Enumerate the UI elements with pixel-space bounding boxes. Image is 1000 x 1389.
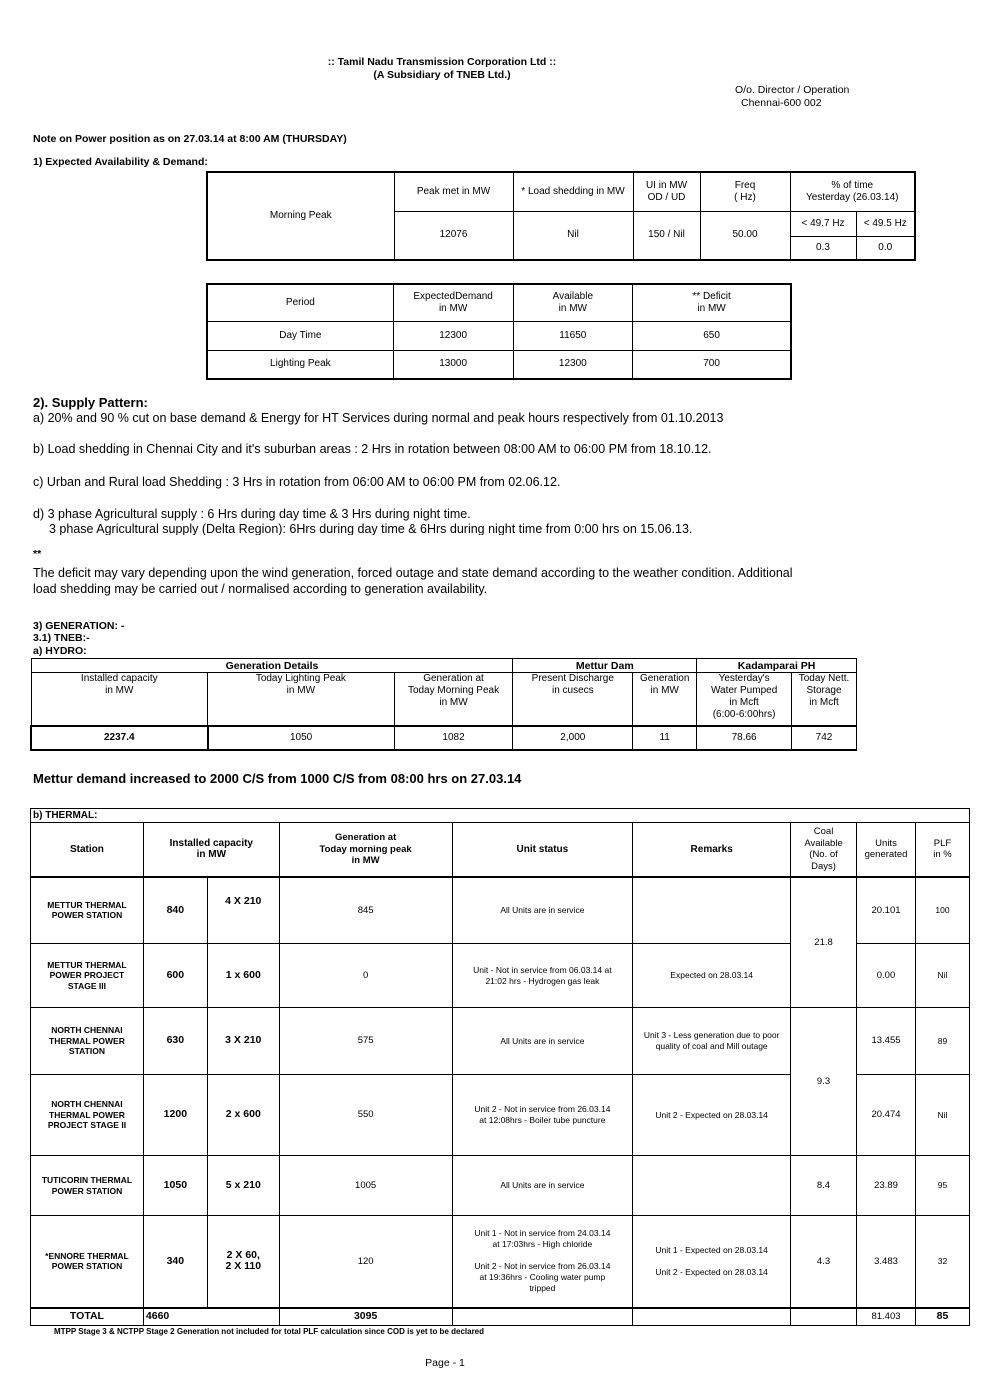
gen-cell: 0 xyxy=(279,944,452,1008)
h-pct: % of time Yesterday (26.03.14) xyxy=(790,172,915,211)
v-lt497: 0.3 xyxy=(790,236,856,260)
mw-cell: 1200 xyxy=(143,1075,207,1156)
supply-b: b) Load shedding in Chennai City and it's suburban areas : 2 Hrs in rotation between 08:00 AM to 06:00 PM from 18.10.12. xyxy=(33,442,712,456)
h-unit-status: Unit status xyxy=(452,823,633,877)
gen-cell: 550 xyxy=(279,1075,452,1156)
station-cell: METTUR THERMAL POWER STATION xyxy=(31,877,144,944)
mettur-note: Mettur demand increased to 2000 C/S from 1000 C/S from 08:00 hrs on 27.03.14 xyxy=(33,771,522,786)
org-subsidiary: (A Subsidiary of TNEB Ltd.) xyxy=(373,69,511,81)
demand-cell: 13000 xyxy=(393,350,513,379)
available-cell: 12300 xyxy=(513,350,633,379)
hydro-table xyxy=(30,658,857,751)
gen-cell: 120 xyxy=(279,1216,452,1308)
v-freq: 50.00 xyxy=(700,211,790,260)
table-row xyxy=(31,1156,970,1216)
plf-cell: 100 xyxy=(915,877,969,944)
coal-cell: 8.4 xyxy=(791,1156,857,1216)
remarks-cell: Unit 2 - Expected on 28.03.14 xyxy=(633,1075,791,1156)
v-installed: 2237.4 xyxy=(31,726,208,750)
h-lt497: < 49.7 Hz xyxy=(790,211,856,236)
tneb-title: 3.1) TNEB:- xyxy=(33,632,90,644)
h-peak: Peak met in MW xyxy=(394,172,513,211)
config-cell: 2 x 600 xyxy=(207,1075,279,1156)
total-gen: 3095 xyxy=(279,1308,452,1326)
office-line-1: O/o. Director / Operation xyxy=(735,84,850,96)
plf-cell: 32 xyxy=(915,1216,969,1308)
gen-cell: 845 xyxy=(279,877,452,944)
total-blank xyxy=(207,1308,279,1326)
v-peak: 12076 xyxy=(394,211,513,260)
h-load: * Load shedding in MW xyxy=(513,172,633,211)
plf-cell: 89 xyxy=(915,1008,969,1075)
config-cell: 2 X 60, 2 X 110 xyxy=(207,1216,279,1308)
page-label: Page - 1 xyxy=(425,1357,465,1369)
table-row xyxy=(31,877,970,944)
note-title: Note on Power position as on 27.03.14 at 8:00 AM (THURSDAY) xyxy=(33,133,347,145)
h-morning: Generation at Today Morning Peak in MW xyxy=(394,673,513,726)
status-cell: Unit 2 - Not in service from 26.03.14 at 12:08hrs - Boiler tube puncture xyxy=(452,1075,633,1156)
coal-cell: 4.3 xyxy=(791,1216,857,1308)
h-units: Units generated xyxy=(857,823,916,877)
h-remarks: Remarks xyxy=(633,823,791,877)
h-period: Period xyxy=(207,284,393,321)
config-cell: 4 X 210 xyxy=(207,877,279,944)
supply-d1: d) 3 phase Agricultural supply : 6 Hrs during day time & 3 Hrs during night time. xyxy=(33,507,471,521)
v-lt495: 0.0 xyxy=(856,236,915,260)
total-blank xyxy=(633,1308,791,1326)
h-ui: UI in MW OD / UD xyxy=(633,172,700,211)
peak-table xyxy=(206,171,916,261)
stars: ** xyxy=(33,548,42,560)
remarks-cell xyxy=(633,1156,791,1216)
supply-title: 2). Supply Pattern: xyxy=(33,395,148,410)
units-cell: 20.101 xyxy=(857,877,916,944)
remarks-cell: Expected on 28.03.14 xyxy=(633,944,791,1008)
v-load: Nil xyxy=(513,211,633,260)
g-kadamparai: Kadamparai PH xyxy=(697,659,857,673)
period-cell: Lighting Peak xyxy=(207,350,393,379)
table-row xyxy=(31,1216,970,1308)
gen-cell: 1005 xyxy=(279,1156,452,1216)
section1-title: 1) Expected Availability & Demand: xyxy=(33,156,208,168)
g-details: Generation Details xyxy=(31,659,513,673)
demand-cell: 12300 xyxy=(393,321,513,350)
h-installed: Installed capacity in MW xyxy=(143,823,279,877)
units-cell: 13.455 xyxy=(857,1008,916,1075)
mw-cell: 1050 xyxy=(143,1156,207,1216)
units-cell: 23.89 xyxy=(857,1156,916,1216)
supply-a: a) 20% and 90 % cut on base demand & Energy for HT Services during normal and peak hours respectively from 01.10.2013 xyxy=(33,411,724,425)
deficit-note-2: load shedding may be carried out / normalised according to generation availability. xyxy=(33,582,488,596)
h-generation: Generation at Today morning peak in MW xyxy=(279,823,452,877)
h-demand: ExpectedDemand in MW xyxy=(393,284,513,321)
h-freq: Freq ( Hz) xyxy=(700,172,790,211)
v-pumped: 78.66 xyxy=(697,726,792,750)
mw-cell: 840 xyxy=(143,877,207,944)
mw-cell: 630 xyxy=(143,1008,207,1075)
supply-d2: 3 phase Agricultural supply (Delta Region): 6Hrs during day time & 6Hrs during night time from 0:00 hrs on 15.06.13. xyxy=(49,522,693,535)
station-cell: *ENNORE THERMAL POWER STATION xyxy=(31,1216,144,1308)
config-cell: 3 X 210 xyxy=(207,1008,279,1075)
h-lighting: Today Lighting Peak in MW xyxy=(208,673,395,726)
plf-cell: 95 xyxy=(915,1156,969,1216)
table-row xyxy=(31,726,857,750)
plf-cell: Nil xyxy=(915,944,969,1008)
units-cell: 3.483 xyxy=(857,1216,916,1308)
units-cell: 20.474 xyxy=(857,1075,916,1156)
status-cell: All Units are in service xyxy=(452,1156,633,1216)
deficit-cell: 650 xyxy=(633,321,791,350)
total-blank xyxy=(452,1308,633,1326)
remarks-cell: Unit 1 - Expected on 28.03.14 Unit 2 - Expected on 28.03.14 xyxy=(633,1216,791,1308)
h-storage: Today Nett. Storage in Mcft xyxy=(792,673,857,726)
v-lighting: 1050 xyxy=(208,726,395,750)
footnote: MTPP Stage 3 & NCTPP Stage 2 Generation not included for total PLF calculation since COD is yet to be declared xyxy=(54,1327,485,1336)
status-cell: All Units are in service xyxy=(452,1008,633,1075)
h-pumped: Yesterday's Water Pumped in Mcft (6:00-6:00hrs) xyxy=(697,673,792,726)
period-cell: Day Time xyxy=(207,321,393,350)
station-cell: NORTH CHENNAI THERMAL POWER PROJECT STAGE II xyxy=(31,1075,144,1156)
table-row xyxy=(207,321,791,350)
status-cell: Unit - Not in service from 06.03.14 at 21:02 hrs - Hydrogen gas leak xyxy=(452,944,633,1008)
status-cell: All Units are in service xyxy=(452,877,633,944)
office-line-2: Chennai-600 002 xyxy=(741,97,822,109)
total-blank xyxy=(791,1308,857,1326)
org-name: :: Tamil Nadu Transmission Corporation Ltd :: xyxy=(327,56,557,68)
deficit-cell: 700 xyxy=(633,350,791,379)
station-cell: NORTH CHENNAI THERMAL POWER STATION xyxy=(31,1008,144,1075)
supply-c: c) Urban and Rural load Shedding : 3 Hrs in rotation from 06:00 AM to 06:00 PM from 02.06.12. xyxy=(33,475,561,489)
v-morning: 1082 xyxy=(394,726,513,750)
status-cell: Unit 1 - Not in service from 24.03.14 at 17:03hrs - High chloride Unit 2 - Not in service from 26.03.14 at 19:36hrs - Cooling water pump tripped xyxy=(452,1216,633,1308)
gen-cell: 575 xyxy=(279,1008,452,1075)
h-lt495: < 49.5 Hz xyxy=(856,211,915,236)
mw-cell: 600 xyxy=(143,944,207,1008)
h-available: Available in MW xyxy=(513,284,633,321)
thermal-table xyxy=(30,808,970,1326)
plf-cell: Nil xyxy=(915,1075,969,1156)
g-mettur: Mettur Dam xyxy=(513,659,697,673)
demand-table xyxy=(206,283,792,380)
remarks-cell: Unit 3 - Less generation due to poor quality of coal and Mill outage xyxy=(633,1008,791,1075)
total-row xyxy=(31,1308,970,1326)
h-generation: Generation in MW xyxy=(633,673,697,726)
total-mw: 4660 xyxy=(143,1308,207,1326)
total-units: 81.403 xyxy=(857,1308,916,1326)
row-label: Morning Peak xyxy=(207,172,394,260)
thermal-title: b) THERMAL: xyxy=(31,809,970,823)
h-plf: PLF in % xyxy=(915,823,969,877)
available-cell: 11650 xyxy=(513,321,633,350)
table-row xyxy=(207,350,791,379)
mw-cell: 340 xyxy=(143,1216,207,1308)
h-coal: Coal Available (No. of Days) xyxy=(791,823,857,877)
deficit-note-1: The deficit may vary depending upon the wind generation, forced outage and state demand according to the weather condition. Additional xyxy=(33,566,793,580)
h-deficit: ** Deficit in MW xyxy=(633,284,791,321)
v-discharge: 2,000 xyxy=(513,726,633,750)
station-cell: METTUR THERMAL POWER PROJECT STAGE III xyxy=(31,944,144,1008)
config-cell: 5 x 210 xyxy=(207,1156,279,1216)
table-row xyxy=(31,1008,970,1075)
v-storage: 742 xyxy=(792,726,857,750)
station-cell: TUTICORIN THERMAL POWER STATION xyxy=(31,1156,144,1216)
total-plf: 85 xyxy=(915,1308,969,1326)
v-ui: 150 / Nil xyxy=(633,211,700,260)
generation-title: 3) GENERATION: - xyxy=(33,620,125,632)
units-cell: 0.00 xyxy=(857,944,916,1008)
h-installed: Installed capacity in MW xyxy=(31,673,208,726)
coal-cell: 9.3 xyxy=(791,1008,857,1156)
hydro-title: a) HYDRO: xyxy=(33,645,87,657)
total-label: TOTAL xyxy=(31,1308,144,1326)
h-station: Station xyxy=(31,823,144,877)
remarks-cell xyxy=(633,877,791,944)
coal-cell: 21.8 xyxy=(791,877,857,1008)
config-cell: 1 x 600 xyxy=(207,944,279,1008)
h-discharge: Present Discharge in cusecs xyxy=(513,673,633,726)
v-generation: 11 xyxy=(633,726,697,750)
